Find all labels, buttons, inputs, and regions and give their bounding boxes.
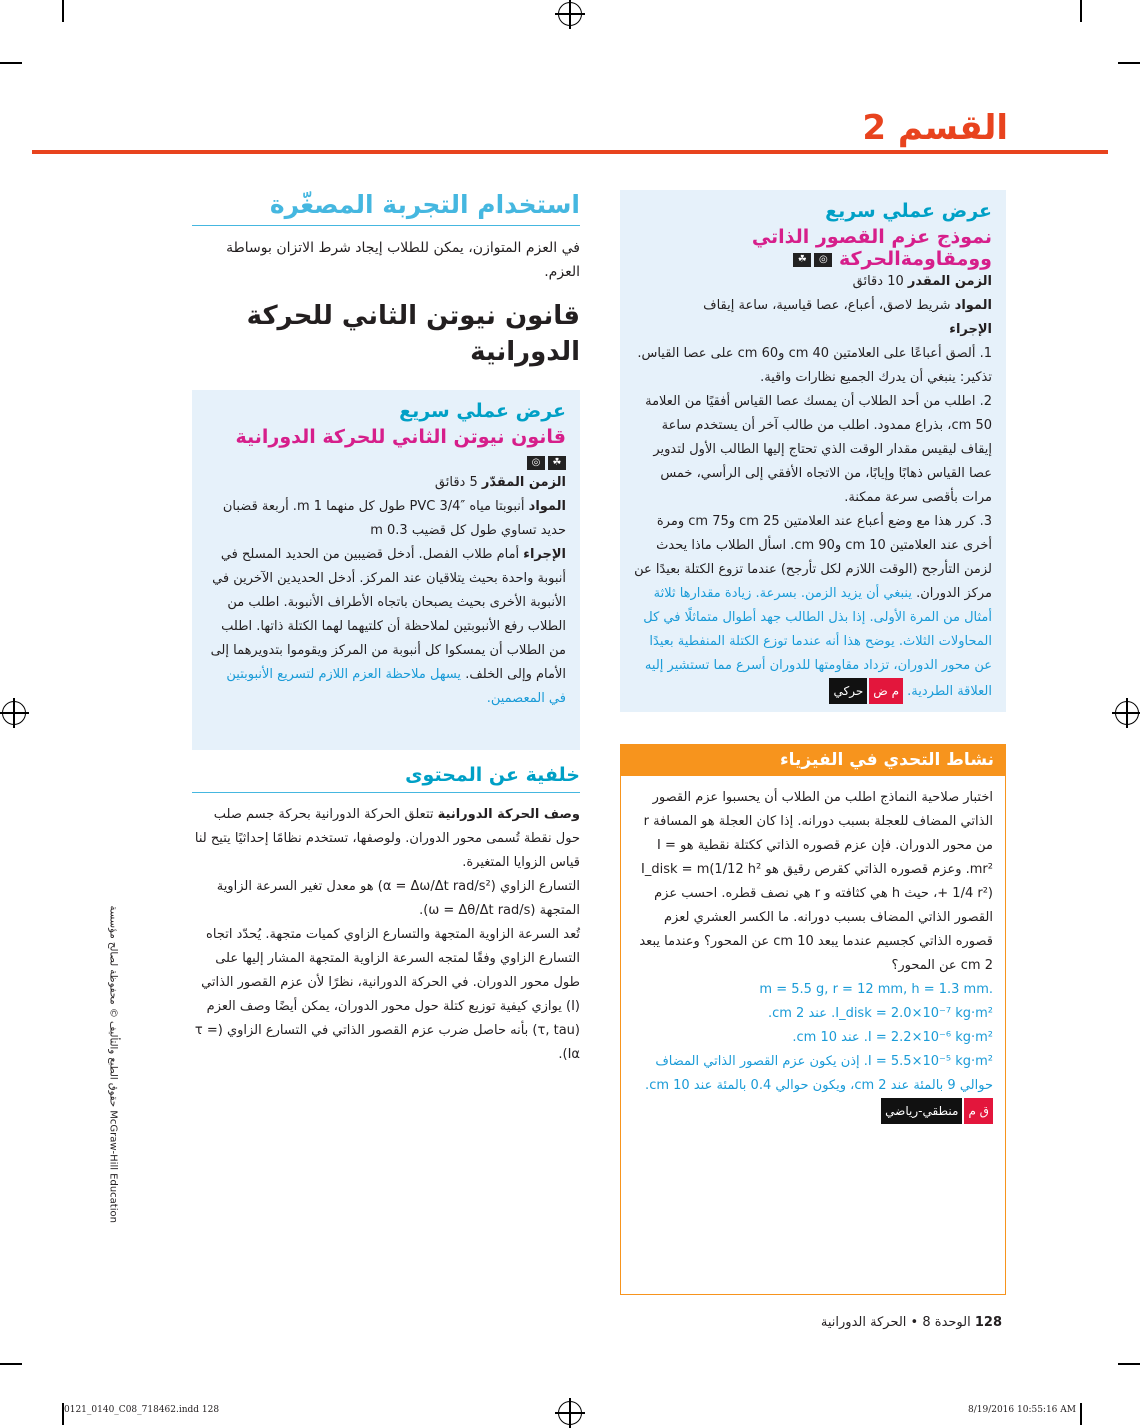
left-column [192, 190, 580, 1067]
footer-label: الوحدة 8 • الحركة الدورانية [820, 1315, 971, 1330]
section-title: استخدام التجربة المصغّرة [269, 190, 580, 219]
header-rule [32, 150, 1108, 154]
demo-box-left [192, 390, 580, 750]
materials-text: أنبوبتا مياه ″3/4 PVC طول كل منهما 1 m. أربعة قضبان حديد تساوي طول كل قضيب 0.3 m [222, 499, 566, 538]
demo-heading: عرض عملي سريع [825, 200, 992, 222]
background-heading: خلفية عن المحتوى [405, 764, 580, 786]
divider [192, 792, 580, 793]
step-3: 3. كرر هذا مع وضع أعباع عند العلامتين 25 cm و75 cm ومرة أخرى عند العلامتين 10 cm و90 cm. اسأل الطلاب ماذا يحدث لزمن التأرجح (الوقت اللازم لكل تأرجح) عندما تزوع الكتلة بعيدًا عن مركز الدوران. ينبغي أن يزيد الزمن. بسرعة. زيادة مقدارها ثلاثة أمثال من المرة الأولى. إذا بذل الطالب جهد أطوال متماثلًا في كل المحاولات الثلاث. يوضح هذا أنه عندما توزع الكتلة المنفطية بعيدًا عن محور الدوران، تزداد مقاومتها للدوران أسرع مما تستشير إليه العلاقة الطردية. م ضحركي [634, 510, 992, 704]
copyright-vertical: حقوق الطبع والتأليف © محفوظة لصالح مؤسسة McGraw-Hill Education [107, 905, 119, 1223]
slug-left: 0121_0140_C08_718462.indd 128 [64, 1405, 220, 1415]
demo-subheading: قانون نيوتن الثاني للحركة الدورانية [235, 426, 566, 448]
challenge-box [620, 744, 1006, 1295]
page-number: 128 [974, 1315, 1002, 1330]
time-label: الزمن المقدر [907, 274, 992, 289]
crop-mark [62, 0, 64, 22]
crop-mark [0, 62, 22, 64]
demo-box-right [620, 190, 1006, 712]
registration-mark-icon [558, 1401, 582, 1425]
crop-mark [1080, 0, 1082, 22]
answer-3: I = 2.2×10⁻⁶ kg·m². عند 10 cm. [792, 1030, 993, 1045]
goggles-icon: ◎ [814, 253, 832, 267]
goggles-icon: ◎ [527, 456, 545, 470]
background-p1: وصف الحركة الدورانية تتعلق الحركة الدورانية بحركة جسم صلب حول نقطة تُسمى محور الدوران. ولوصفها، تستخدم نظامًا إحداثيًا يتيح لنا قياس الزوايا المتغيرة. [194, 807, 580, 870]
procedure-label: الإجراء [949, 322, 992, 337]
registration-mark-icon [2, 701, 26, 725]
right-column [620, 190, 1006, 1295]
time-value: 10 دقائق [852, 274, 904, 289]
answer-4: I = 5.5×10⁻⁵ kg·m². إذن يكون عزم القصور الذاتي المضاف حوالي 9 بالمئة عند 2 cm، ويكون حوالي 0.4 بالمئة عند 10 cm. ق ممنطقي-رياضي [633, 1050, 993, 1124]
tag-badge: منطقي-رياضي [881, 1098, 962, 1124]
answer-2: I_disk = 2.0×10⁻⁷ kg·m². عند 2 cm. [767, 1006, 993, 1021]
challenge-text: اختبار صلاحية النماذج اطلب من الطلاب أن يحسبوا عزم القصور الذاتي المضاف للعجلة بسبب دورانه. إذا كان العجلة هو المسافة r من محور الدوران. فإن عزم قصوره الذاتي ككتلة نقطية هو I = mr². وعزم قصوره الذاتي كقرص رقيق هو I_disk = m(1/12 h² + 1/4 r²)، حيث h هي كثافته و r هي نصف قطره. احسب عزم القصور الذاتي المضاف بسبب دورانه. ما الكسر العشري لعزم قصوره الذاتي كجسيم عندما يبعد 10 cm عن المحور؟ وعندما يبعد 2 cm عن المحور؟ [639, 790, 993, 973]
materials-label: المواد [528, 499, 566, 514]
tag-badge: حركي [829, 678, 867, 704]
step-1: 1. ألصق أعباعًا على العلامتين 40 cm و60 cm على عصا القياس. تذكير: ينبغي أن يدرك الجميع نظارات واقية. [637, 346, 992, 385]
crop-mark [0, 1363, 22, 1365]
time-value: 5 دقائق [434, 475, 478, 490]
page-footer [821, 1315, 1002, 1330]
big-title: قانون نيوتن الثاني للحركة الدورانية [246, 301, 580, 367]
slug-right: 8/19/2016 10:55:16 AM [967, 1405, 1076, 1415]
crop-mark [1080, 1403, 1082, 1425]
lesson-title: القسم 2 [862, 108, 1008, 148]
demo-heading: عرض عملي سريع [399, 400, 566, 422]
registration-mark-icon [1115, 701, 1139, 725]
challenge-heading: نشاط التحدي في الفيزياء [620, 744, 1006, 776]
lab-icon: ☘ [548, 456, 566, 470]
procedure-text: أمام طلاب الفصل. أدخل قضيبين من الحديد المسلح في أنبوبة واحدة بحيث يتلاقيان عند المركز. أدخل الحديدين الآخرين في الأنبوبة الأخرى بحيث يصبحان باتجاه الأطراف الأنبوبة. اطلب من الطلاب رفع الأنبوبتين لملاحظة أن كلتيهما لهما الكتلة ذاتها. اطلب من الطلاب أن يمسكوا كل أنبوبة من المركز ويقوموا بتدويرهما إلى الأمام وإلى الخلف. [210, 547, 566, 682]
lab-icon: ☘ [793, 253, 811, 267]
background-p2: التسارع الزاوي (α = Δω/Δt rad/s²) هو معدل تغير السرعة الزاوية المتجهة (ω = Δθ/Δt rad/s). [216, 879, 580, 918]
step-2: 2. اطلب من أحد الطلاب أن يمسك عصا القياس أفقيًا من العلامة 50 cm، بذراع ممدود. اطلب من طالب آخر أن يستخدم ساعة إيقاف ليقيس مقدار الوقت الذي تحتاج إليها الطالب الأول لتدوير عصا القياس ذهابًا وإيابًا، من الاتجاه الأفقي إلى الرأسي، خمس مرات بأقصى سرعة ممكنة. [645, 394, 992, 505]
materials-text: شريط لاصق، أعباع، عصا قياسية، ساعة إيقاف [703, 298, 951, 313]
divider [192, 225, 580, 226]
crop-mark [1118, 62, 1140, 64]
crop-mark [1118, 1363, 1140, 1365]
registration-mark-icon [558, 2, 582, 26]
tag-badge: ق م [964, 1098, 993, 1124]
tag-badge: م ض [869, 678, 903, 704]
intro-text: في العزم المتوازن، يمكن للطلاب إيجاد شرط الاتزان بوساطة العزم. [226, 240, 580, 280]
demo-subheading: نموذج عزم القصور الذاتي [751, 226, 992, 248]
demo-subheading-2: وومقاومةالحركة ◎☘ [634, 248, 992, 270]
procedure-label: الإجراء [523, 547, 566, 562]
materials-label: المواد [954, 298, 992, 313]
time-label: الزمن المقدّر [481, 475, 566, 490]
procedure-note: يسهل ملاحظة العزم اللازم لتسريع الأنبوبتين في المعصمين. [226, 667, 566, 706]
answer-1: m = 5.5 g, r = 12 mm, h = 1.3 mm. [759, 982, 993, 997]
background-p3: تُعد السرعة الزاوية المتجهة والتسارع الزاوي كميات متجهة. يُحدّد اتجاه التسارع الزاوي وفقًا لمتجه السرعة الزاوية المتجهة المشار إليها على طول محور الدوران. في الحركة الدورانية، نظرًا لأن عزم القصور الذاتي (I) يوازي كيفية توزيع كتلة حول محور الدوران، يمكن أيضًا وصف العزم (τ, tau) بأنه حاصل ضرب عزم القصور الذاتي في التسارع الزاوي (τ = Iα). [194, 927, 580, 1062]
